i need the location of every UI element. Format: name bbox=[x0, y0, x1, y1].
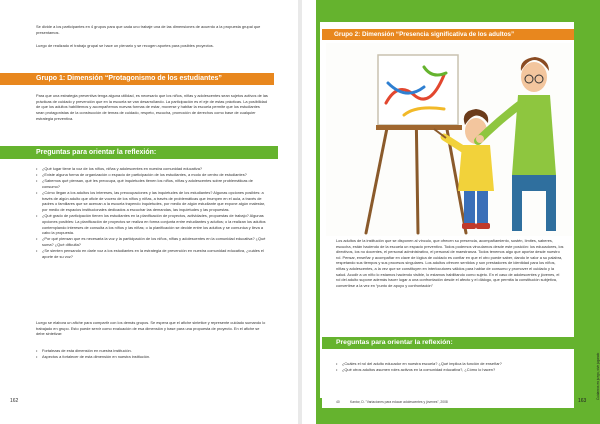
question-item: • ¿Sabemos qué piensan, qué les preocupa, qué inquietudes tienen los niños, niñas y adolescentes sobre problemáticas de consumo? bbox=[36, 178, 270, 189]
closing-list bbox=[36, 348, 270, 360]
questions-title: Preguntas para orientar la reflexión: bbox=[36, 148, 157, 156]
illustration-painter-boy bbox=[326, 43, 572, 236]
closing-item: • Fortalezas de esta dimensión en nuestra institución. bbox=[36, 348, 270, 354]
questions-heading-band-right bbox=[322, 337, 574, 349]
footnote bbox=[322, 398, 574, 408]
intro-paragraph-1: Se divide a los participantes en 4 grupos para que cada uno trabaje una de las dimensiones de acuerdo a la propuesta grupal que presentamos. bbox=[36, 24, 261, 35]
question-item: • ¿Qué lugar tiene la voz de los niños, niñas y adolescentes en nuestra comunidad educativa? bbox=[36, 166, 270, 172]
questions-list-right bbox=[336, 361, 566, 373]
question-item: • ¿Cuáles el rol del adulto educador en nuestra escuela? ¿Qué implica la función de enseñar? bbox=[336, 361, 566, 367]
question-item: • ¿Existe alguna forma de organización o espacio de participación de los estudiantes, a modo de centro de estudiantes? bbox=[36, 172, 270, 178]
questions-list bbox=[36, 166, 270, 260]
page-number-right: 163 bbox=[578, 398, 587, 404]
page-number-left: 162 bbox=[10, 398, 19, 404]
left-page bbox=[0, 0, 298, 424]
closing-item: • Aspectos a fortalecer de esta dimensión en nuestra institución. bbox=[36, 354, 270, 360]
question-item: • ¿Se sienten pensando en darle voz a los estudiantes en la estrategia de prevención en nuestra comunidad educativa, ¿cuáles el aporte de su voz? bbox=[36, 248, 270, 259]
closing-paragraph: Luego se elabora un afiche para compartir con los demás grupos. Se espera que el afiche sintetice y represente cuidado sumando lo trabajado en grupo. Esto puede servir como evaluación de esa dimensión y base para una propuesta de proyecto. En el afiche se debe sintetizar: bbox=[36, 320, 266, 337]
group2-heading-band bbox=[322, 29, 574, 40]
questions-title-right: Preguntas para orientar la reflexión: bbox=[336, 339, 453, 346]
group1-title: Grupo 1: Dimensión “Protagonismo de los estudiantes” bbox=[36, 75, 222, 82]
question-item: • ¿Qué otros adultos asumen roles activos en la comunidad educativa?, ¿Cómo lo hacen? bbox=[336, 367, 566, 373]
questions-heading-band bbox=[0, 146, 278, 159]
group2-title: Grupo 2: Dimensión “Presencia significativa de los adultos” bbox=[334, 31, 515, 38]
side-credit-text: Cuidarnos en juego, vivir jugando bbox=[596, 352, 600, 400]
illustration bbox=[326, 43, 572, 236]
intro-paragraph-2: Luego de realizado el trabajo grupal se hace un plenario y se recogen aportes para posibles proyectos. bbox=[36, 43, 214, 48]
question-item: • ¿Por qué piensan que es necesaria la voz y la participación de los niños, niñas y adolescentes en la comunidad educativa? ¿Qué suma? ¿Qué dificulta? bbox=[36, 236, 270, 247]
question-item: • ¿Cómo llegan a los adultos los intereses, las preocupaciones y las inquietudes de los estudiantes? Algunas opciones posibles: a través de algún adulto que oficie de vocero de los niños y niñas, a través de problemáticas que irrumpen en el aula, a través de padres o familiares que se acercan a la escuela trayendo inquietudes, por medio de algún estudiante que expone algún malestar, por medio de espacios institucionales dedicados a escuchar las demandas, las inquietudes y las propuestas. bbox=[36, 190, 270, 213]
group1-heading-band bbox=[0, 73, 274, 85]
footnote-text: Kantor, D. "Variaciones para educar adolescentes y jóvenes", 2008 bbox=[350, 400, 448, 404]
group1-paragraph: Para que una estrategia preventiva tenga alguna utilidad, es necesario que los niños, niñas y adolescentes sean sujetos activos de las prácticas de cuidado y prevención que en la escuela se van desarrollando. La participación es el eje de estas prácticas. La posibilidad de que los adultos habilitemos y acompañemos nuevas formas de estar, moverse y habitar la escuela permite que los estudiantes sean protagonistas de la construcción de temas de cuidado, respeto, escucha, promoción de derechos como base de cualquier estrategia preventiva. bbox=[36, 93, 268, 121]
group2-paragraph: Los adultos de la institución que se disponen al vínculo, que ofrecen su presencia, acompañamiento, sostén, límites, saberes, escucha, están haciendo de la escuela un espacio preventivo. Todos podemos vincularnos desde este posición: los educadores, los directivos, los no docentes, el personal administrativo, el personal de maestranza. Todos tenemos algo que aportar desde nuestro rol. Pensar, enseñar y acompañar en clave de lógica de cuidado es confiar en que el otro puede saber, dando le valor a su palabra, respetando sus tiempos y sus procesos singulares. Los adultos ofrecen sentidos y son prestadores de identidad para los niños, niñas y adolescentes, a la vez que se constituyen en interlocutores válidos para hablar de consumo y promover el cuidado y la salud. Acudir a un niño lo estamos haciendo visible, lo estamos habilitando como sujeto. En el caso de adolescentes y jóvenes, el rol del adulto supone además hacer lugar a una confrontación desde el afecto y el diálogo, que permita la constitución subjetiva, convertirse a la vez en “punto de apoyo y confrontación” bbox=[336, 238, 564, 288]
footnote-number: 40 bbox=[336, 400, 340, 404]
question-item: • ¿Qué grado de participación tienen los estudiantes en la planificación de proyectos, actividades, propuestas de trabajo? Algunas opciones posibles: La planificación de proyectos se realiza en forma conjunta entre estudiantes y adultos; o la realizan los adultos contemplando intereses de consulta a los niños y las niñas; o la planificación se decide entre los adultos y se comunica y lleva a cabo la propuesta. bbox=[36, 213, 270, 236]
side-credit bbox=[590, 340, 598, 400]
